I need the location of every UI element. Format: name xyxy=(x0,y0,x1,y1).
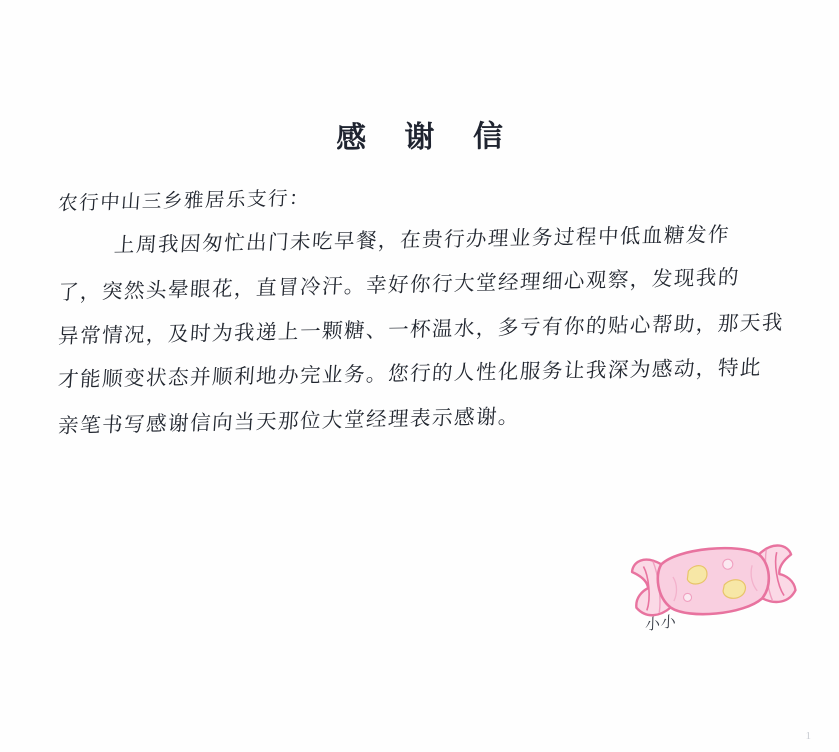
body-line-3: 异常情况，及时为我递上一颗糖、一杯温水，多亏有你的贴心帮助，那天我 xyxy=(57,309,785,348)
body-line-2: 了，突然头晕眼花，直冒冷汗。幸好你行大堂经理细心观察，发现我的 xyxy=(57,264,741,305)
body-line-5: 亲笔书写感谢信向当天那位大堂经理表示感谢。 xyxy=(57,403,521,438)
candy-scribble-text: 小小 xyxy=(644,611,678,635)
corner-page-mark: 1 xyxy=(805,730,811,742)
body-line-4: 才能顺变状态并顺利地办完业务。您行的人性化服务让我深为感动，特此 xyxy=(57,355,763,392)
candy-illustration xyxy=(606,516,823,650)
body-line-1: 上周我因匆忙出门未吃早餐，在贵行办理业务过程中低血糖发作 xyxy=(113,222,731,258)
letter-body xyxy=(56,186,798,452)
page-title: 感 谢 信 xyxy=(335,118,518,156)
salutation-line: 农行中山三乡雅居乐支行： xyxy=(57,186,311,215)
